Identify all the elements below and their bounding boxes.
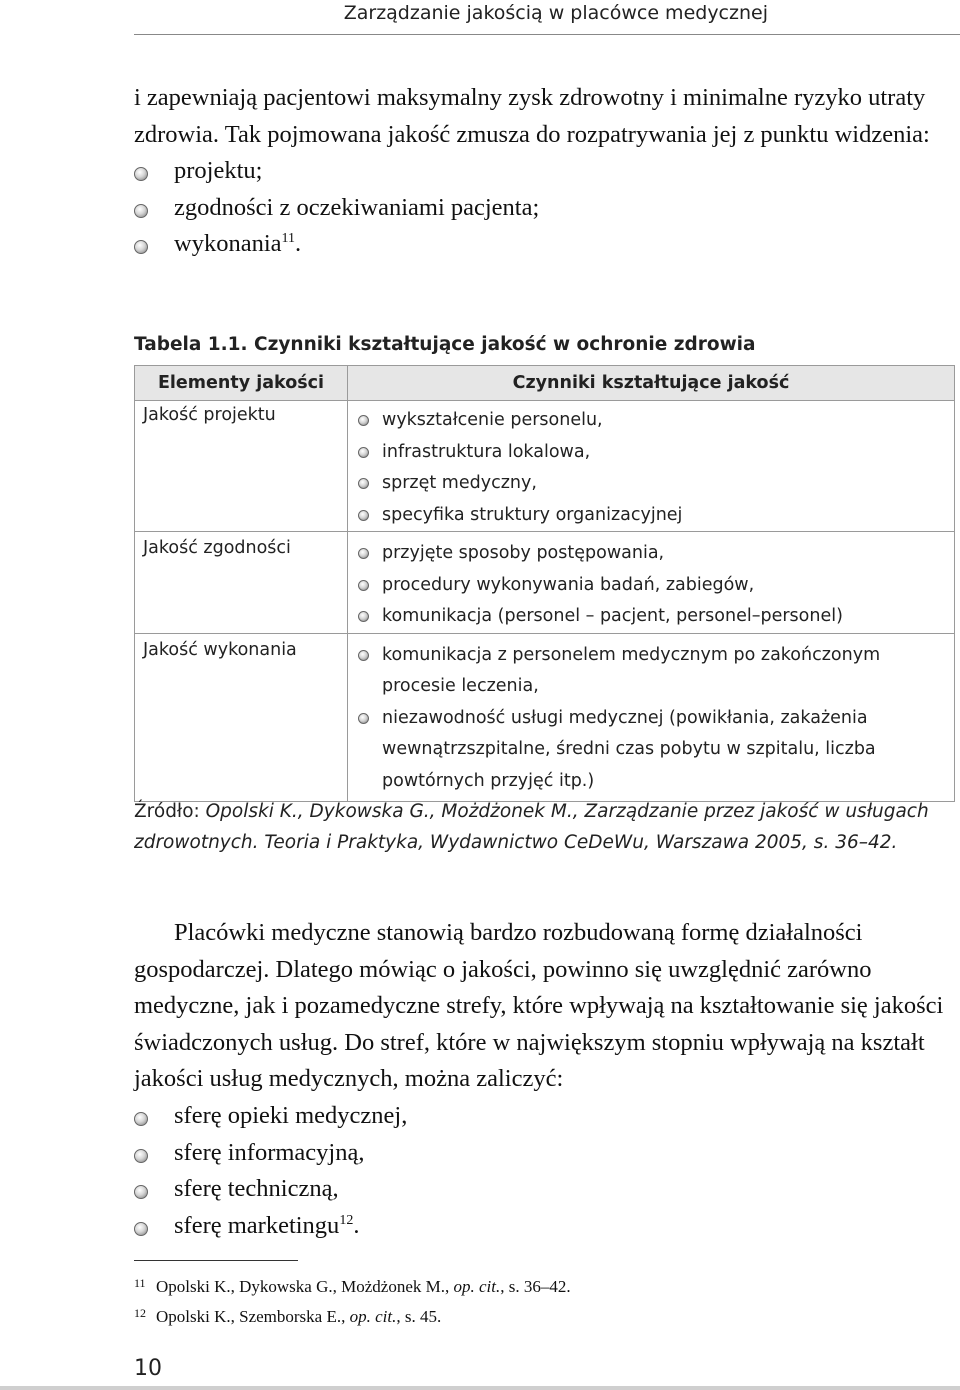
list-item-text: projektu; [174, 157, 263, 184]
factor-item [348, 640, 944, 703]
footnote-cit: op. cit. [453, 1277, 501, 1296]
list-item [134, 226, 956, 263]
factor-item [348, 468, 944, 500]
bullet-icon [358, 713, 369, 724]
footnote-rule [134, 1260, 298, 1261]
bullet-icon [134, 167, 148, 181]
intro-text: i zapewniają pacjentowi maksymalny zysk zdrowotny i minimalne ryzyko utraty zdrowia. Tak pojmowana jakość zmusza do rozpatrywania jej z punktu widzenia: [134, 84, 930, 148]
footnote-cit: op. cit. [349, 1307, 397, 1326]
list-item-text: sferę techniczną, [174, 1175, 339, 1202]
bullet-icon [358, 478, 369, 489]
factor-item [348, 405, 944, 437]
element-cell: Jakość wykonania [135, 633, 348, 802]
bullet-icon [134, 1222, 148, 1236]
bullet-icon [358, 548, 369, 559]
footnote-author: Opolski K., Dykowska G., Możdżonek M., [156, 1277, 454, 1296]
list-item-end: . [353, 1211, 360, 1239]
factor-item [348, 601, 944, 633]
factors-cell [348, 401, 955, 532]
footnote-number: 11 [134, 1276, 146, 1290]
bullet-icon [134, 204, 148, 218]
table-source [134, 796, 956, 858]
element-cell: Jakość projektu [135, 401, 348, 532]
factors-cell [348, 532, 955, 634]
bullet-icon [358, 650, 369, 661]
running-head: Zarządzanie jakością w placówce medycznej [343, 2, 768, 24]
source-text: Opolski K., Dykowska G., Możdżonek M., Zarządzanie przez jakość w usługach zdrowotnych. Teoria i Praktyka, Wydawnictwo CeDeWu, Warszawa 2005, s. 36–42. [134, 801, 929, 853]
spheres-block [134, 1098, 956, 1244]
factor-text: wykształcenie personelu, [382, 410, 603, 430]
list-item [134, 1135, 956, 1172]
quality-factors-table [134, 365, 955, 802]
bullet-icon [358, 580, 369, 591]
bullet-icon [134, 240, 148, 254]
bullet-icon [358, 510, 369, 521]
footnote [134, 1300, 571, 1330]
list-item [134, 153, 956, 190]
header-rule [134, 34, 960, 35]
factor-item [348, 538, 944, 570]
element-cell: Jakość zgodności [135, 532, 348, 634]
bullet-icon [134, 1149, 148, 1163]
table-row [135, 401, 955, 532]
factor-text: komunikacja (personel – pacjent, personel–personel) [382, 606, 843, 626]
table-row [135, 633, 955, 802]
bullet-icon [134, 1185, 148, 1199]
factor-text: infrastruktura lokalowa, [382, 441, 591, 462]
list-item-text: sferę informacyjną, [174, 1138, 365, 1166]
footnote-number: 12 [134, 1306, 146, 1320]
footnotes [134, 1270, 571, 1330]
list-item-text: wykonania [174, 230, 282, 257]
list-item [134, 190, 956, 227]
factor-item [348, 570, 944, 602]
table-header-factors: Czynniki kształtujące jakość [348, 366, 955, 401]
bullet-icon [358, 447, 369, 458]
list-item-text: sferę marketingu [174, 1211, 340, 1239]
list-item-text: sferę opieki medycznej, [174, 1102, 408, 1129]
page-number: 10 [134, 1356, 162, 1381]
factor-text: przyjęte sposoby postępowania, [382, 543, 665, 563]
footnote-rest: , s. 36–42. [500, 1277, 571, 1296]
bullet-icon [358, 415, 369, 426]
table-header-elements: Elementy jakości [135, 366, 348, 401]
factor-text: procedury wykonywania badań, zabiegów, [382, 574, 755, 595]
factor-item [348, 500, 944, 532]
list-item-end: . [294, 230, 302, 257]
list-item [134, 1098, 956, 1135]
footnote-ref: 11 [281, 231, 295, 246]
spheres-list [134, 1098, 956, 1244]
factor-text: sprzęt medyczny, [382, 473, 537, 493]
factor-item [348, 437, 944, 469]
table-row [135, 532, 955, 634]
bullet-icon [134, 1112, 148, 1126]
footer-bar [0, 1386, 960, 1390]
table-caption: Tabela 1.1. Czynniki kształtujące jakość w ochronie zdrowia [134, 334, 756, 355]
factors-cell [348, 633, 955, 802]
factor-text: specyfika struktury organizacyjnej [382, 504, 683, 525]
factor-item [348, 703, 944, 798]
factor-text: niezawodność usługi medycznej (powikłania, zakażenia wewnątrzszpitalne, średni czas pobytu w szpitalu, liczba powtórnych przyjęć itp.) [382, 707, 876, 791]
footnote-rest: , s. 45. [396, 1307, 442, 1326]
factor-text: komunikacja z personelem medycznym po zakończonym procesie leczenia, [382, 644, 881, 696]
footnote-ref: 12 [339, 1212, 354, 1228]
list-item [134, 1208, 956, 1245]
source-label: Źródło: [134, 801, 206, 822]
intro-bullets [134, 153, 956, 263]
bullet-icon [358, 611, 369, 622]
list-item [134, 1171, 956, 1208]
footnote-author: Opolski K., Szemborska E., [156, 1307, 350, 1326]
body-paragraph: Placówki medyczne stanowią bardzo rozbudowaną formę działalności gospodarczej. Dlatego mówiąc o jakości, powinno się uwzględnić zarówno medyczne, jak i pozamedyczne strefy, które wpływają na kształtowanie się jakości świadczonych usług. Do stref, które w największym stopniu wpływają na kształt jakości usług medycznych, można zaliczyć: [134, 919, 944, 1092]
footnote [134, 1270, 571, 1300]
intro-block [134, 80, 956, 263]
list-item-text: zgodności z oczekiwaniami pacjenta; [174, 193, 540, 221]
